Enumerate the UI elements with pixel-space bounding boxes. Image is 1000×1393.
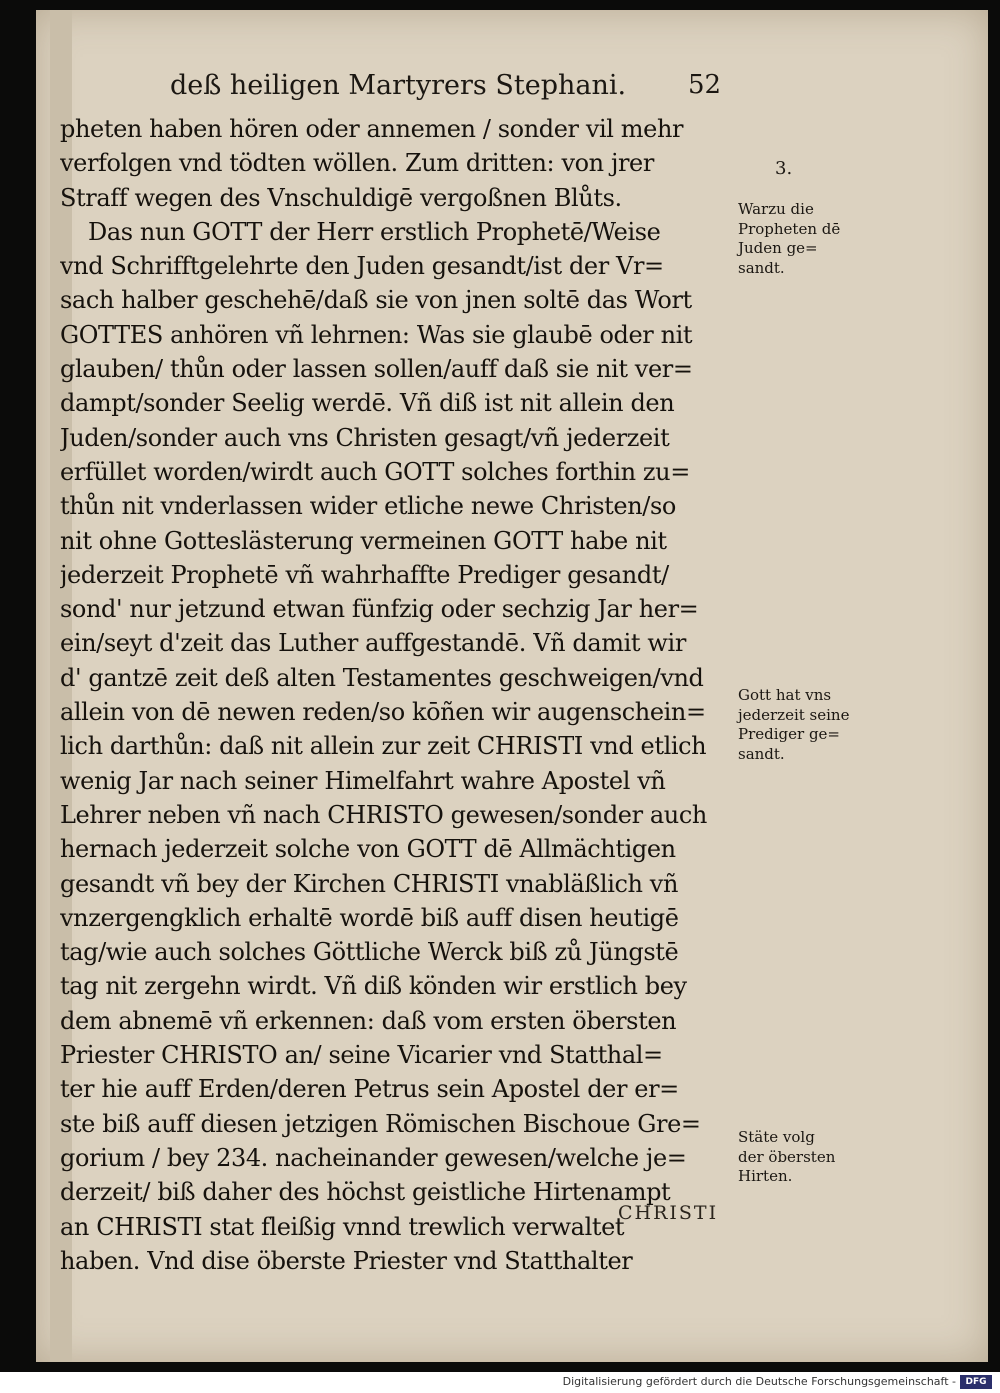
margin-note-line: Gott hat vns [738, 686, 832, 704]
text-line: tag/wie auch solches Göttliche Werck biß zů Jüngstē [60, 938, 679, 967]
text-line: haben. Vnd dise öberste Priester vnd Statthalter [60, 1246, 633, 1275]
margin-note [738, 1128, 878, 1187]
margin-note-line: Propheten dē [738, 219, 841, 238]
margin-note-line: Juden ge= [738, 239, 818, 257]
text-line: nit ohne Gotteslästerung vermeinen GOTT habe nit [60, 526, 667, 555]
text-line: d' gantzē zeit deß alten Testamentes geschweigen/vnd [60, 663, 704, 692]
footer-credit: Digitalisierung gefördert durch die Deutsche Forschungsgemeinschaft - [562, 1375, 956, 1388]
text-line: jederzeit Prophetē vñ wahrhaffte Prediger gesandt/ [60, 560, 669, 589]
margin-note-line: Stäte volg [738, 1128, 815, 1146]
text-line: dem abnemē vñ erkennen: daß vom ersten öbersten [60, 1006, 677, 1035]
margin-note-line: Hirten. [738, 1167, 793, 1185]
text-line: Das nun GOTT der Herr erstlich Prophetē/Weise [88, 217, 661, 246]
text-line: dampt/sonder Seelig werdē. Vñ diß ist nit allein den [60, 389, 675, 418]
text-line: gorium / bey 234. nacheinander gewesen/welche je= [60, 1143, 687, 1172]
folio-number: 52 [688, 70, 722, 100]
footer-bar [0, 1372, 1000, 1393]
text-line: allein von dē newen reden/so kōñen wir augenschein= [60, 698, 706, 727]
text-line: sach halber geschehē/daß sie von jnen soltē das Wort [60, 286, 692, 315]
text-line: ste biß auff diesen jetzigen Römischen Bischoue Gre= [60, 1109, 701, 1138]
text-line: lich darthůn: daß nit allein zur zeit CHRISTI vnd etlich [60, 732, 707, 761]
text-line: verfolgen vnd tödten wöllen. Zum dritten: von jrer [60, 149, 654, 178]
dfg-logo: DFG [960, 1375, 992, 1389]
margin-note [738, 686, 878, 764]
text-line: ein/seyt d'zeit das Luther auffgestandē. Vñ damit wir [60, 629, 686, 658]
margin-note [738, 200, 878, 278]
running-head: deß heiligen Martyrers Stephani. [170, 70, 627, 101]
text-line: hernach jederzeit solche von GOTT dē Allmächtigen [60, 835, 676, 864]
margin-note-line: Warzu die [738, 200, 814, 218]
catchword: CHRISTI [618, 1202, 719, 1224]
text-line: tag nit zergehn wirdt. Vñ diß könden wir erstlich bey [60, 972, 687, 1001]
text-line: sond' nur jetzund etwan fünfzig oder sechzig Jar her= [60, 595, 699, 624]
text-line: Lehrer neben vñ nach CHRISTO gewesen/sonder auch [60, 800, 707, 829]
margin-note-line: sandt. [738, 258, 785, 277]
text-line: wenig Jar nach seiner Himelfahrt wahre Apostel vñ [60, 766, 666, 795]
text-line: pheten haben hören oder annemen / sonder vil mehr [60, 115, 684, 143]
text-line: vnd Schrifftgelehrte den Juden gesandt/ist der Vr= [60, 252, 664, 281]
text-line: an CHRISTI stat fleißig vnnd trewlich verwaltet [60, 1212, 625, 1241]
margin-number: 3. [775, 158, 793, 179]
text-line: gesandt vñ bey der Kirchen CHRISTI vnabläßlich vñ [60, 869, 679, 898]
text-line: Juden/sonder auch vns Christen gesagt/vñ jederzeit [60, 423, 670, 452]
text-line: GOTTES anhören vñ lehrnen: Was sie glaubē oder nit [60, 320, 693, 349]
text-line: ter hie auff Erden/deren Petrus sein Apostel der er= [60, 1075, 679, 1104]
margin-note-line: Prediger ge= [738, 725, 841, 743]
text-line: Straff wegen des Vnschuldigē vergoßnen Blůts. [60, 183, 622, 212]
body-text [60, 112, 728, 1278]
margin-note-line: sandt. [738, 744, 785, 763]
margin-note-line: jederzeit seine [738, 705, 850, 724]
text-line: vnzergengklich erhaltē wordē biß auff disen heutigē [60, 903, 679, 932]
text-line: thůn nit vnderlassen wider etliche newe Christen/so [60, 492, 676, 521]
text-line: derzeit/ biß daher des höchst geistliche Hirtenampt [60, 1178, 671, 1207]
text-line: erfüllet worden/wirdt auch GOTT solches forthin zu= [60, 457, 690, 486]
margin-note-line: der öbersten [738, 1147, 836, 1166]
text-line: Priester CHRISTO an/ seine Vicarier vnd Statthal= [60, 1041, 663, 1070]
text-line: glauben/ thůn oder lassen sollen/auff daß sie nit ver= [60, 355, 693, 384]
